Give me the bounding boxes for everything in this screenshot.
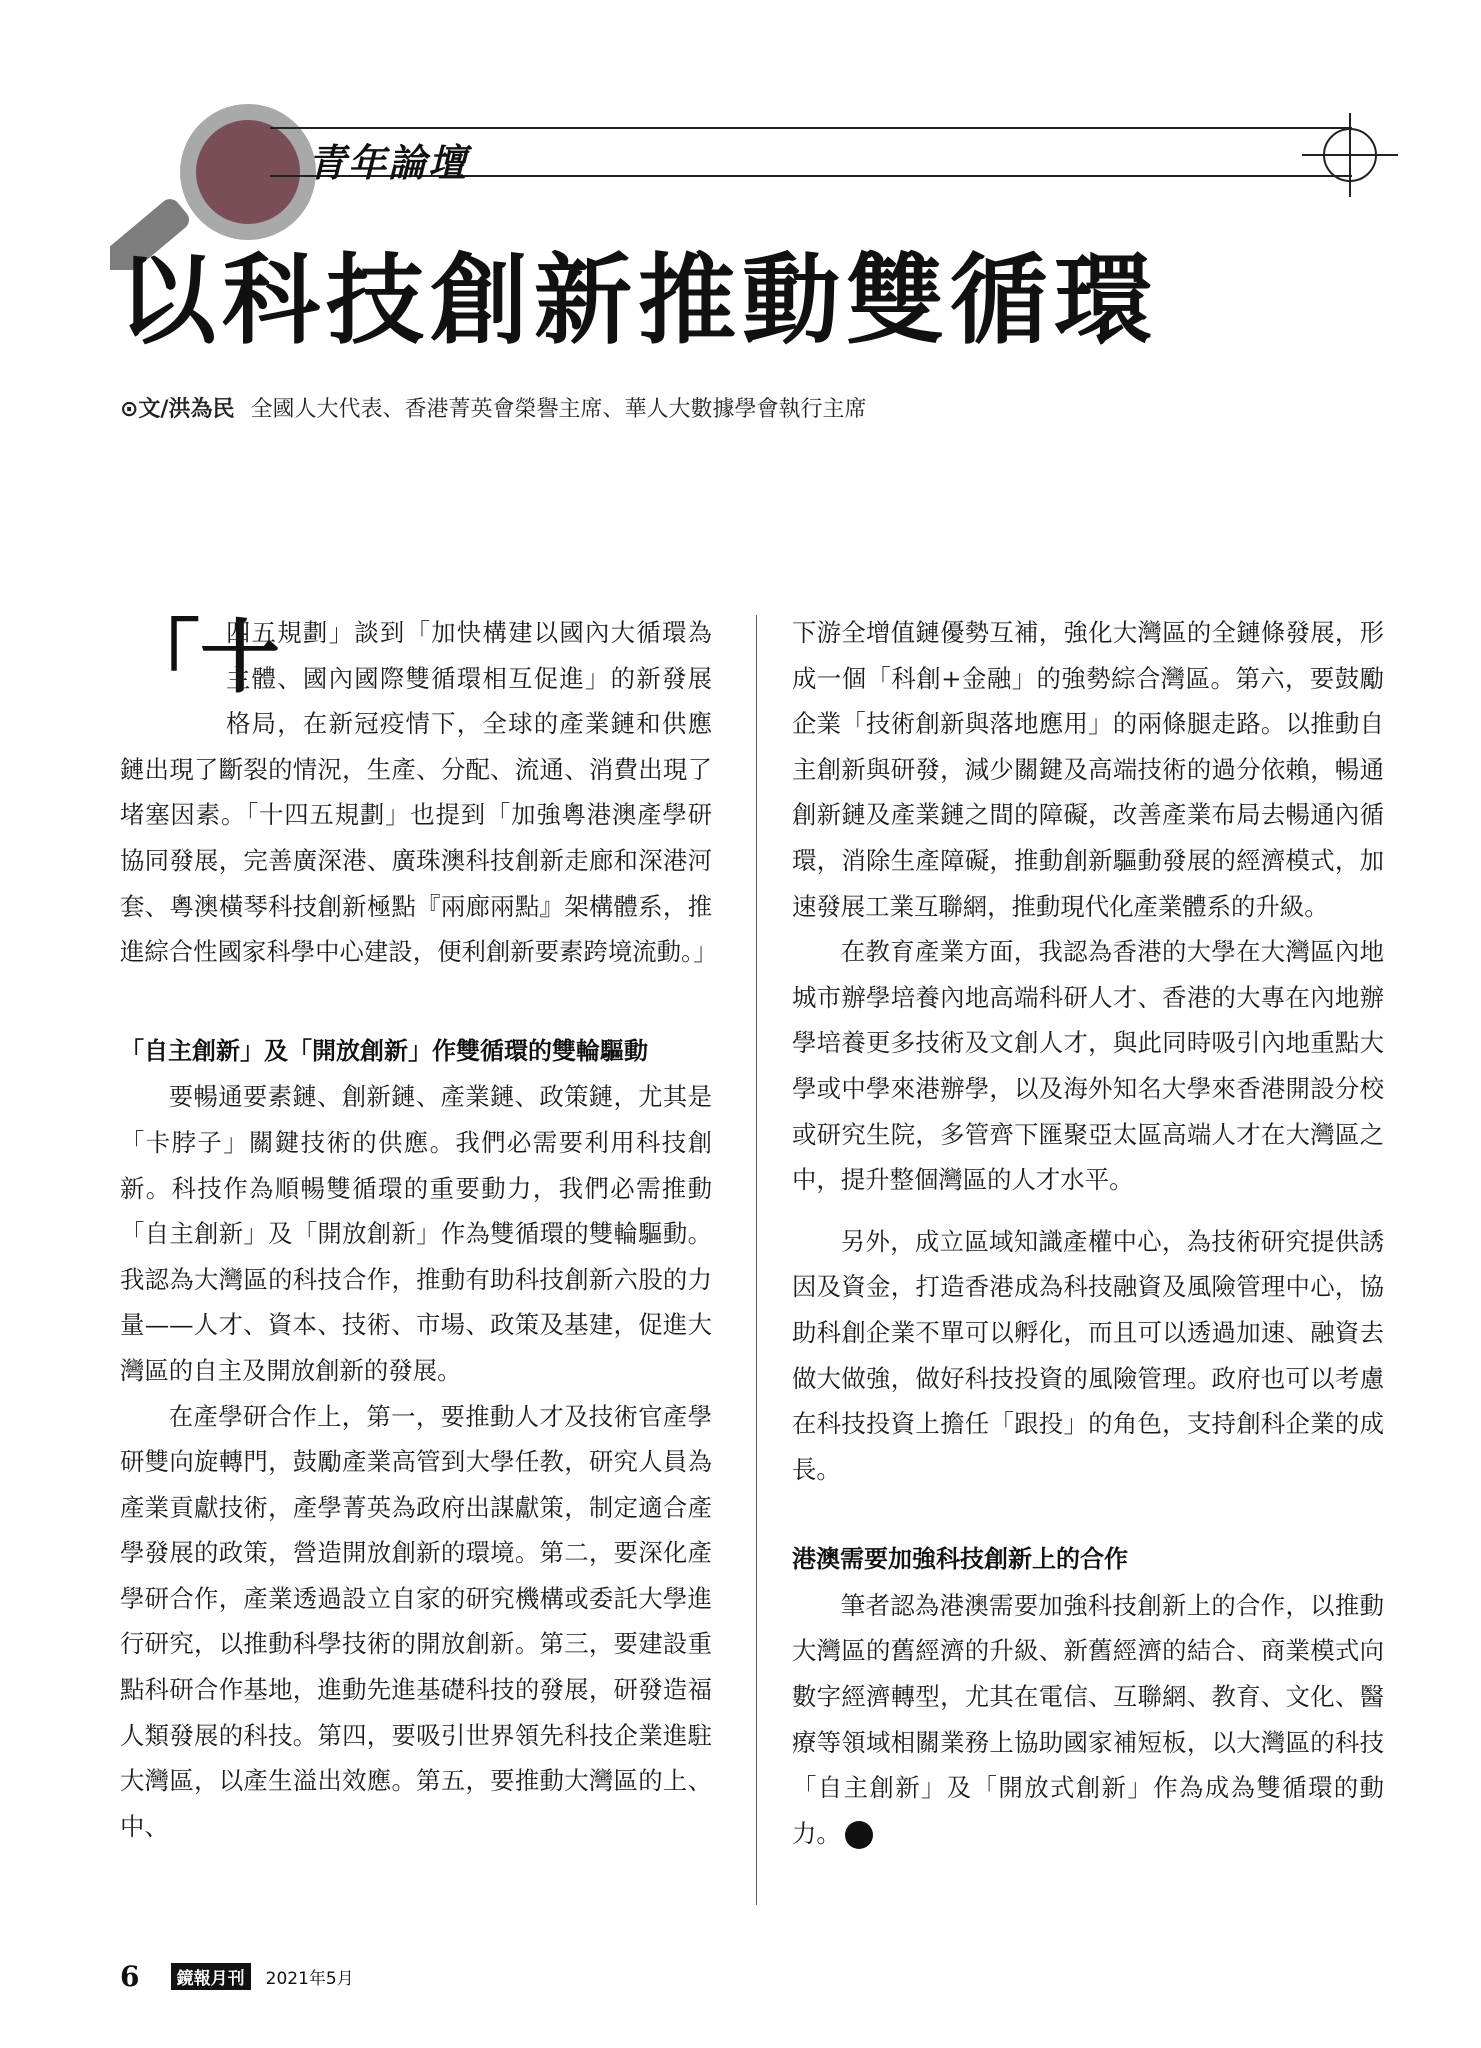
magazine-name: 鏡報月刊 xyxy=(171,1963,251,1990)
byline-mark: ⊙文/ xyxy=(120,397,169,422)
paragraph: 要暢通要素鏈、創新鏈、產業鏈、政策鏈，尤其是「卡脖子」關鍵技術的供應。我們必需要利用科技創新。科技作為順暢雙循環的重要動力，我們必需推動「自主創新」及「開放創新」作為雙循環的雙輪驅動。我認為大灣區的科技合作，推動有助科技創新六股的力量——人才、資本、技術、市場、政策及基建，促進大灣區的自主及開放創新的發展。 xyxy=(120,1082,712,1385)
article-title: 以科技創新推動雙循環 xyxy=(118,244,1159,358)
footer xyxy=(120,1960,354,1993)
paragraph: 在產學研合作上，第一，要推動人才及技術官產學研雙向旋轉門，鼓勵產業高管到大學任教，研究人員為產業貢獻技術，產學菁英為政府出謀獻策，制定適合產學發展的政策，營造開放創新的環境。第二，要深化產學研合作，產業透過設立自家的研究機構或委託大學進行研究，以推動科學技術的開放創新。第三，要建設重點科研合作基地，進動先進基礎科技的發展，研發造福人類發展的科技。第四，要吸引世界領先科技企業進駐大灣區，以產生溢出效應。第五，要推動大灣區的上、中、 xyxy=(120,1401,712,1841)
byline xyxy=(120,392,867,423)
paragraph-text: 筆者認為港澳需要加強科技創新上的合作，以推動大灣區的舊經濟的升級、新舊經濟的結合、商業模式向數字經濟轉型，尤其在電信、互聯網、教育、文化、醫療等領域相關業務上協助國家補短板，以大灣區的科技「自主創新」及「開放式創新」作為成為雙循環的動力。 xyxy=(792,1590,1384,1848)
subheading: 「自主創新」及「開放創新」作雙循環的雙輪驅動 xyxy=(120,1036,648,1065)
paragraph xyxy=(120,610,718,975)
paragraph-text: 四五規劃」談到「加快構建以國內大循環為主體、國內國際雙循環相互促進」的新發展格局，在新冠疫情下，全球的產業鏈和供應鏈出現了斷裂的情況，生產、分配、流通、消費出現了堵塞因素。「十四五規劃」也提到「加強粵港澳產學研協同發展，完善廣深港、廣珠澳科技創新走廊和深港河套、粵澳橫琴科技創新極點『兩廊兩點』架構體系，推進綜合性國家科學中心建設，便利創新要素跨境流動。」 xyxy=(120,618,718,967)
subheading: 港澳需要加強科技創新上的合作 xyxy=(792,1545,1128,1574)
section-tag: 青年論壇 xyxy=(308,141,469,185)
paragraph: 在教育產業方面，我認為香港的大學在大灣區內地城市辦學培養內地高端科研人才、香港的大專在內地辦學培養更多技術及文創人才，與此同時吸引內地重點大學或中學來港辦學，以及海外知名大學來香港開設分校或研究生院，多管齊下匯聚亞太區高端人才在大灣區之中，提升整個灣區的人才水平。 xyxy=(792,937,1384,1195)
column-right xyxy=(792,610,1384,1856)
issue-date: 2021年5月 xyxy=(265,1969,354,1989)
page-number: 6 xyxy=(120,1960,140,1993)
crosshair-icon xyxy=(1300,105,1400,205)
author-name: 洪為民 xyxy=(168,397,235,422)
paragraph: 下游全增值鏈優勢互補，強化大灣區的全鏈條發展，形成一個「科創+金融」的強勢綜合灣區。第六，要鼓勵企業「技術創新與落地應用」的兩條腿走路。以推動自主創新與研發，減少關鍵及高端技術的過分依賴，暢通創新鏈及產業鏈之間的障礙，改善產業布局去暢通內循環，消除生產障礙，推動創新驅動發展的經濟模式，加速發展工業互聯網，推動現代化產業體系的升級。 xyxy=(792,618,1384,921)
paragraph: 另外，成立區域知識產權中心，為技術研究提供誘因及資金，打造香港成為科技融資及風險管理中心，協助科創企業不單可以孵化，而且可以透過加速、融資去做大做強，做好科技投資的風險管理。政府也可以考慮在科技投資上擔任「跟投」的角色，支持創科企業的成長。 xyxy=(792,1226,1384,1484)
dropcap: 「十 xyxy=(120,611,280,704)
paragraph xyxy=(792,1583,1384,1857)
column-left xyxy=(120,610,718,1849)
author-roles: 全國人大代表、香港菁英會榮譽主席、華人大數據學會執行主席 xyxy=(250,397,867,422)
column-divider xyxy=(756,615,757,1905)
banner-line-top xyxy=(270,127,1352,129)
end-mark-icon: 完 xyxy=(845,1821,873,1849)
